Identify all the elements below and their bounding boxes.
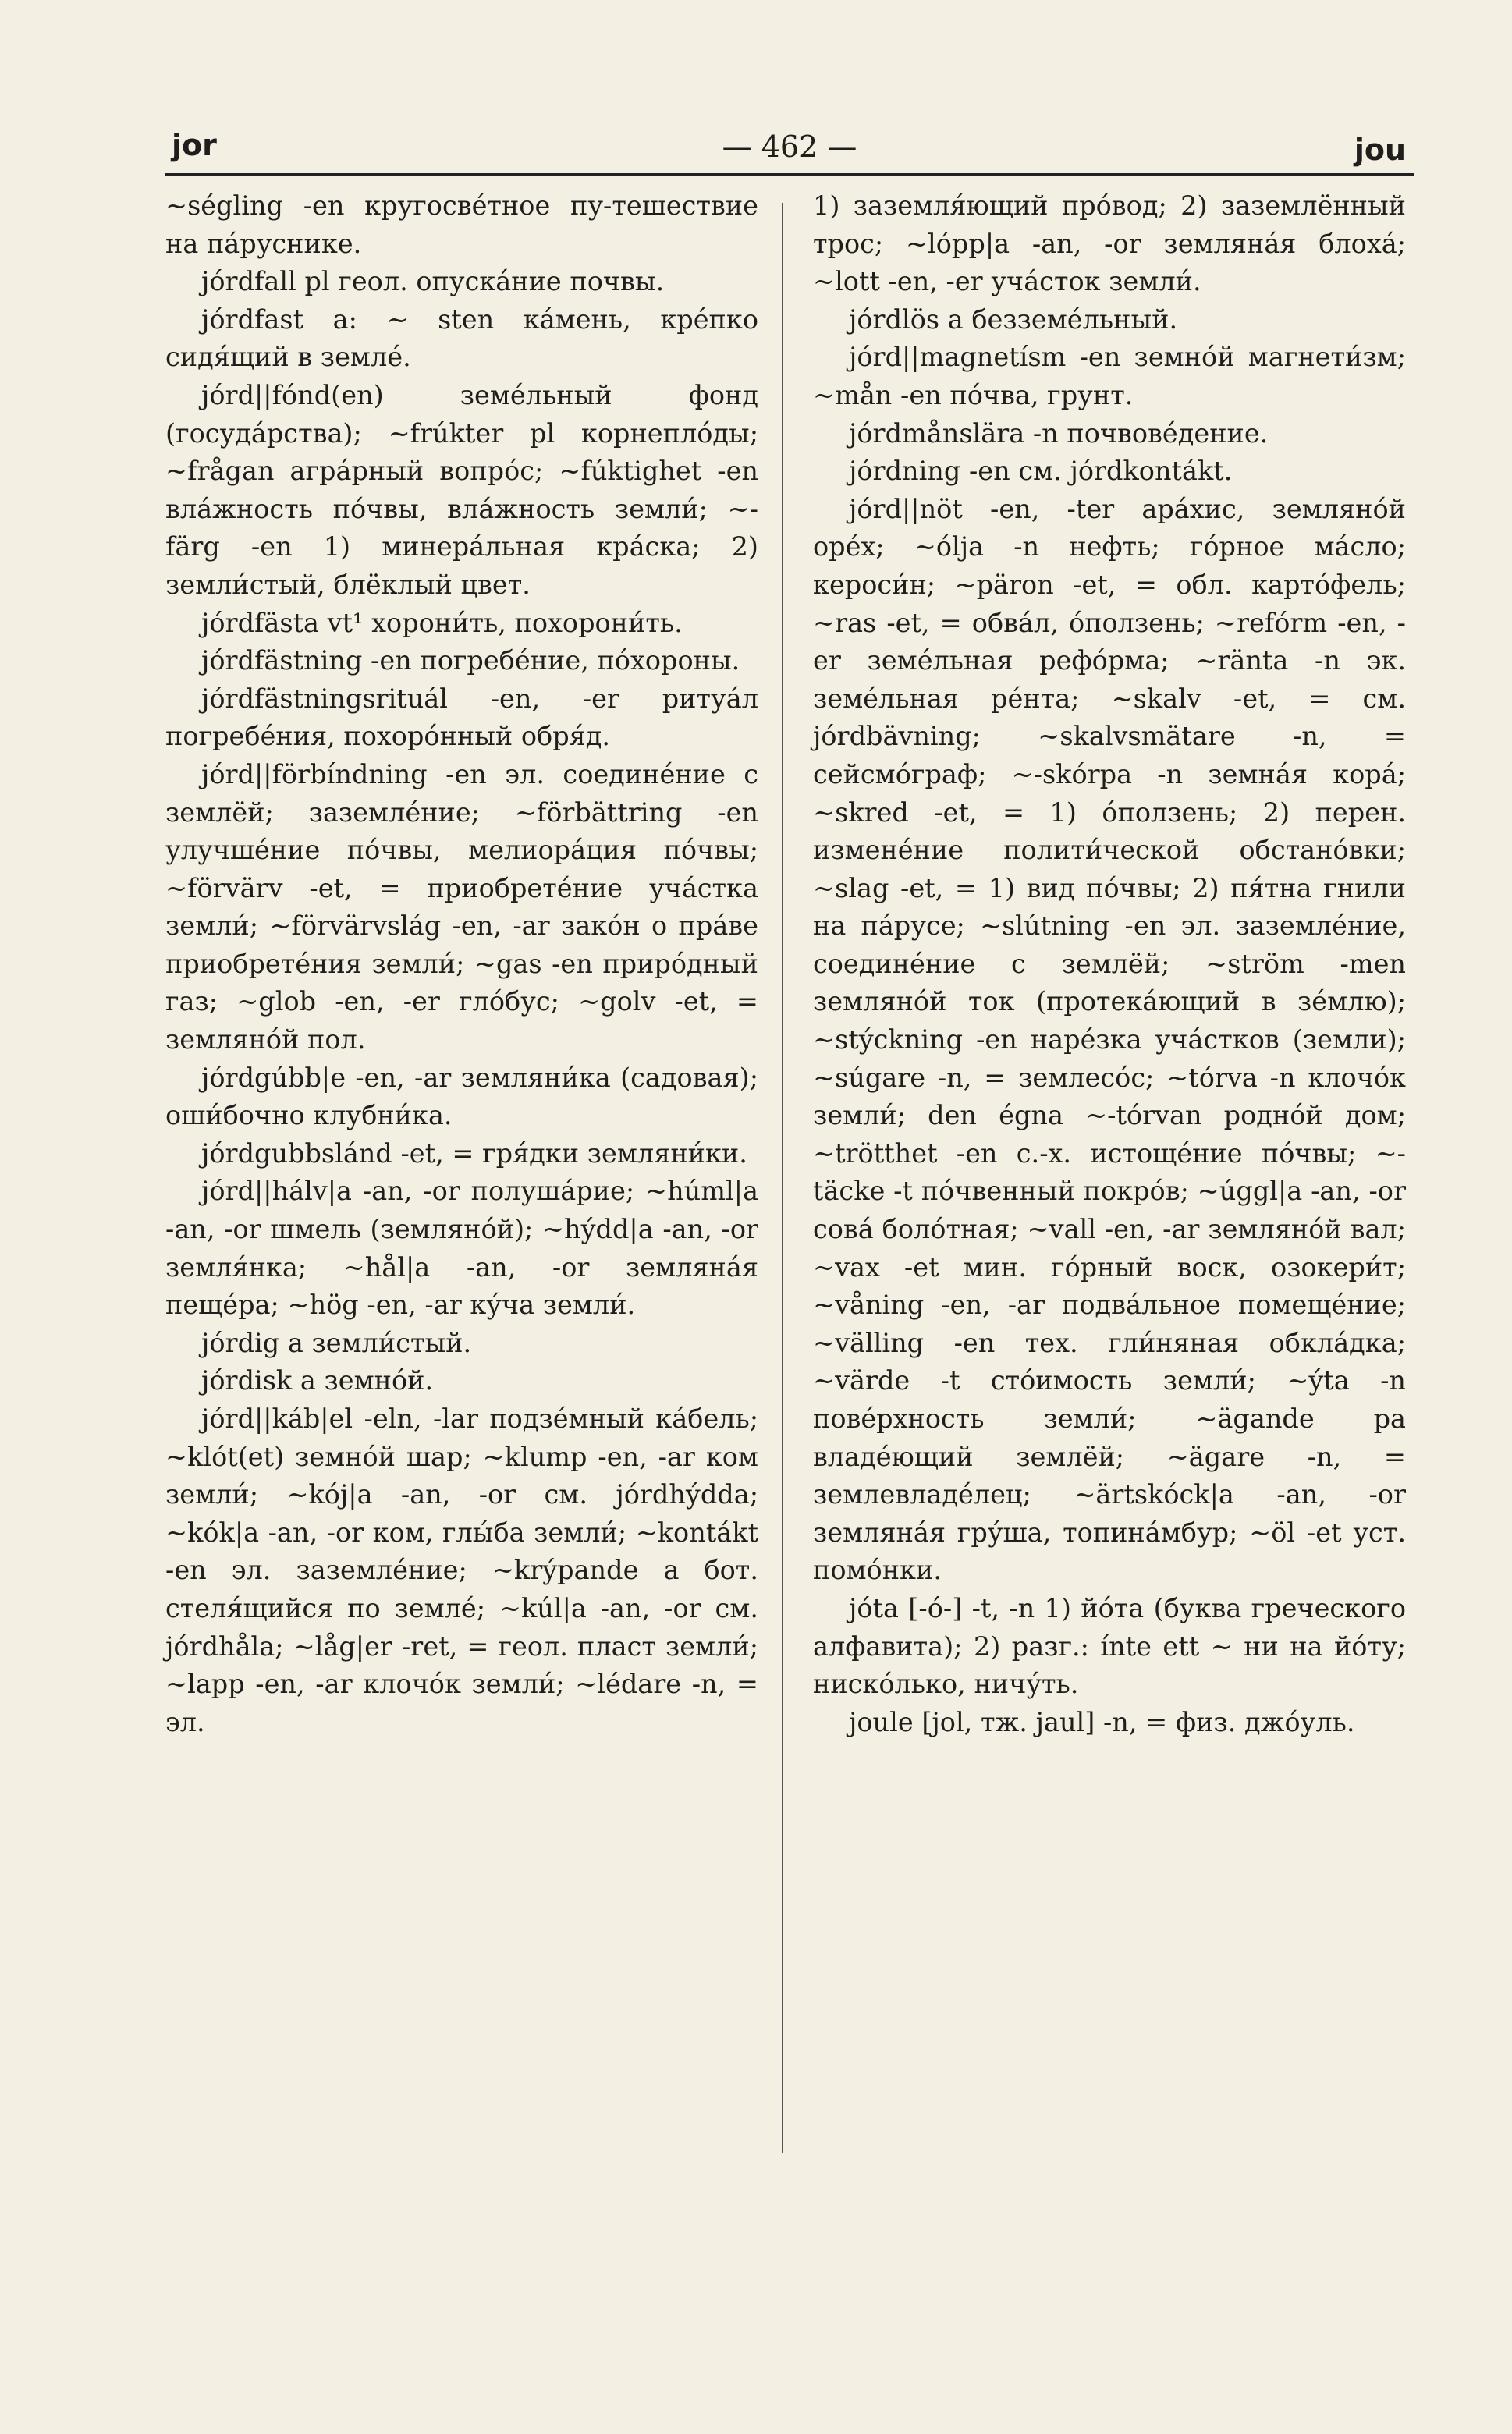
dictionary-entry: 1) заземля́ющий про́вод; 2) заземлённый трос; ~lópp|a -an, -or земляна́я блоха́; ~lott -en, -er уча́сток земли́. [813, 190, 1406, 297]
dictionary-entry: jórd||magnetísm -en земно́й магнети́зм; ~mån -en по́чва, грунт. [813, 342, 1406, 410]
page-header [165, 125, 1414, 175]
dictionary-entry: jórdfast a: ~ sten ка́мень, кре́пко сидя́щий в земле́. [165, 303, 758, 373]
dictionary-entry: jórd||káb|el -eln, -lar подзе́мный ка́бель; ~klót(et) земно́й шар; ~klump -en, -ar ком земли́; ~kój|a -an, -or см. jórdhýdda; ~kók|a -an, -or ком, глы́ба земли́; ~kontákt -en эл. заземле́ние; ~krýpande a бот. стеля́щийся по земле́; ~kúl|a -an, -or см. jórdhåla; ~låg|er -ret, = геол. пласт земли́; ~lapp -en, -ar клочо́к земли́; ~lédare -n, = эл. [165, 1403, 758, 1737]
dictionary-entry: jórdfästa vt¹ хорони́ть, похорони́ть. [201, 607, 683, 638]
right-column [813, 187, 1406, 1741]
dictionary-entry: jórdgúbb|e -en, -ar земляни́ка (садовая); оши́бочно клубни́ка. [165, 1062, 758, 1131]
left-running-headword: jor [172, 128, 217, 162]
dictionary-entry: jórdfästningsrituál -en, -er ритуа́л погребе́ния, похоро́нный обря́д. [165, 683, 758, 752]
dictionary-entry: jórd||fónd(en) земе́льный фонд (госуда́рства); ~frúkter pl корнепло́ды; ~frågan агра́рный вопро́с; ~fúktighet -en вла́жность по́чвы, вла́жность земли́; ~-färg -en 1) минера́льная кра́ска; 2) земли́стый, блёклый цвет. [165, 379, 758, 600]
dictionary-entry: jórdgubbslánd -et, = гря́дки земляни́ки. [201, 1137, 747, 1169]
dictionary-entry: jórdlös a безземе́льный. [849, 303, 1178, 335]
dictionary-entry: joule [jol, тж. jaul] -n, = физ. джо́уль. [849, 1706, 1355, 1737]
dictionary-entry: jórdisk a земно́й. [201, 1365, 434, 1396]
dictionary-entry: jórdmånslära -n почвове́дение. [849, 417, 1269, 449]
column-divider [782, 203, 783, 2153]
right-running-headword: jou [1354, 133, 1406, 167]
dictionary-entry: jórdning -en см. jórdkontákt. [849, 456, 1233, 487]
dictionary-entry: jórdfästning -en погребе́ние, по́хороны. [201, 645, 740, 676]
dictionary-entry: jórd||förbíndning -en эл. соедине́ние с землёй; заземле́ние; ~förbättring -en улучше́ние по́чвы, мелиора́ция по́чвы; ~förvärv -et, = приобрете́ние уча́стка земли́; ~förvärvslág -en, -ar зако́н о пра́ве приобрете́ния земли́; ~gas -en приро́дный газ; ~glob -en, -er гло́бус; ~golv -et, = земляно́й пол. [165, 758, 758, 1056]
dictionary-entry: jóta [-ó-] -t, -n 1) йо́та (буква греческого алфавита); 2) разг.: ínte ett ~ ни на йо́ту; ниско́лько, ничу́ть. [813, 1592, 1406, 1700]
dictionary-entry: jórd||nöt -en, -ter ара́хис, земляно́й оре́х; ~ólja -n нефть; го́рное ма́сло; кероси́н; ~päron -et, = обл. карто́фель; ~ras -et, = обва́л, о́ползень; ~refórm -en, -er земе́льная рефо́рма; ~ränta -n эк. земе́льная ре́нта; ~skalv -et, = см. jórdbävning; ~skalvsmätare -n, = сейсмо́граф; ~-skórpa -n земна́я кора́; ~skred -et, = 1) о́ползень; 2) перен. измене́ние полити́ческой обстано́вки; ~slag -et, = 1) вид по́чвы; 2) пя́тна гнили на па́русе; ~slútning -en эл. заземле́ние, соедине́ние с землёй; ~ström -men земляно́й ток (протека́ющий в зе́млю); ~stýckning -en наре́зка уча́стков (земли); ~súgare -n, = землесо́с; ~tórva -n клочо́к земли́; den égna ~-tórvan родно́й дом; ~trötthet -en с.-х. истоще́ние по́чвы; ~-täcke -t по́чвенный покро́в; ~úggl|a -an, -or сова́ боло́тная; ~vall -en, -ar земляно́й вал; ~vax -et мин. го́рный воск, озокери́т; ~våning -en, -ar подва́льное помеще́ние; ~välling -en тех. гли́няная обкла́дка; ~värde -t сто́имость земли́; ~ýta -n пове́рхность земли́; ~ägande pa владе́ющий землёй; ~ägare -n, = землевладе́лец; ~ärtskóck|a -an, -or земляна́я гру́ша, топина́мбур; ~öl -et уст. помо́нки. [813, 493, 1406, 1586]
dictionary-entry: ~ségling -en кругосве́тное пу-тешествие на па́руснике. [165, 190, 758, 259]
dictionary-entry: jórdig a земли́стый. [201, 1327, 472, 1358]
dictionary-entry: jórdfall pl геол. опуска́ние почвы. [201, 266, 665, 297]
page-number: — 462 — [722, 130, 857, 164]
dictionary-entry: jórd||hálv|a -an, -or полуша́рие; ~húml|a -an, -or шмель (земляно́й); ~hýdd|a -an, -or земля́нка; ~hål|a -an, -or земляна́я пеще́ра; ~hög -en, -ar ку́ча земли́. [165, 1176, 758, 1321]
header-rule [165, 173, 1414, 176]
left-column [165, 187, 758, 1741]
